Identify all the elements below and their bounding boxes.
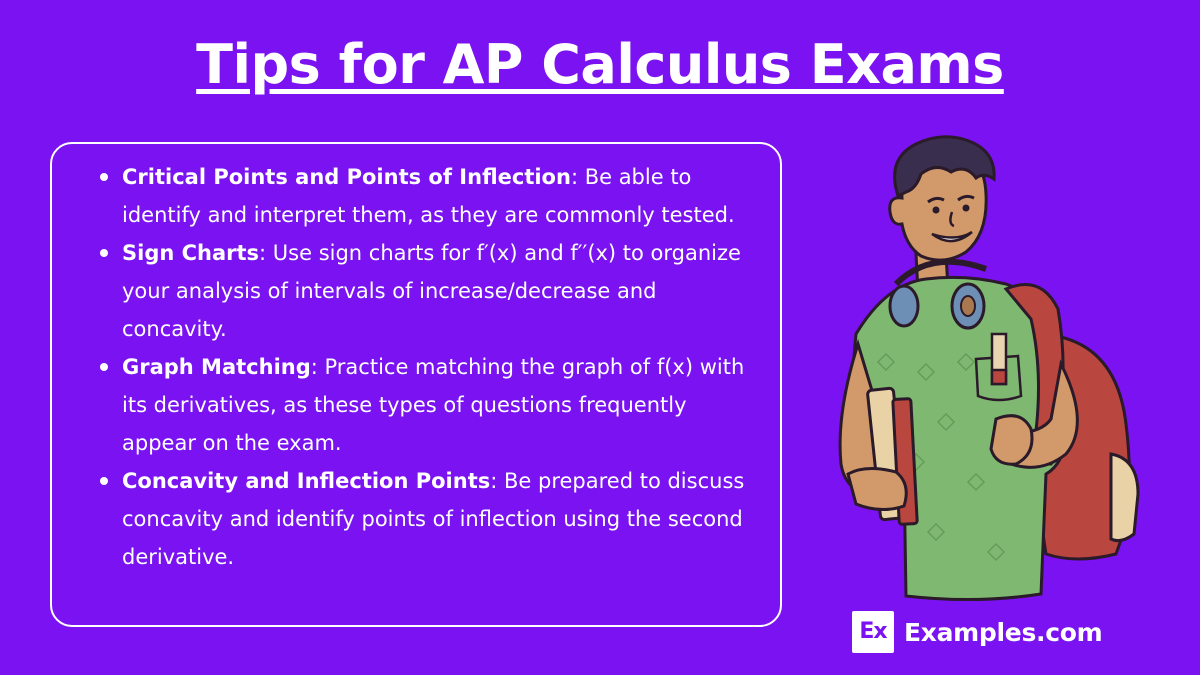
logo-mark: Ex xyxy=(852,611,894,653)
tip-text: : Be able to identify and interpret them, as they are commonly tested. xyxy=(122,165,735,227)
tip-heading: Critical Points and Points of Inflection xyxy=(122,165,571,189)
tips-card xyxy=(50,142,782,627)
tip-heading: Sign Charts xyxy=(122,241,260,265)
bullet-icon xyxy=(100,249,108,257)
bullet-icon xyxy=(100,477,108,485)
tips-list xyxy=(96,158,746,576)
bullet-icon xyxy=(100,173,108,181)
tip-heading: Graph Matching xyxy=(122,355,311,379)
tip-item xyxy=(96,158,746,234)
tip-heading: Concavity and Inflection Points xyxy=(122,469,491,493)
bullet-icon xyxy=(100,363,108,371)
tip-item xyxy=(96,234,746,348)
student-illustration xyxy=(826,134,1156,604)
tip-item xyxy=(96,348,746,462)
examples-logo[interactable] xyxy=(852,610,1102,654)
tip-item xyxy=(96,462,746,576)
logo-name: Examples.com xyxy=(904,617,1103,647)
tip-text: : Be prepared to discuss concavity and identify points of inflection using the second derivative. xyxy=(122,469,745,569)
page-title: Tips for AP Calculus Exams xyxy=(196,33,1004,96)
tip-text: : Practice matching the graph of f(x) with its derivatives, as these types of questions frequently appear on the exam. xyxy=(122,355,745,455)
tip-text: : Use sign charts for f′(x) and f′′(x) to organize your analysis of intervals of increase/decrease and concavity. xyxy=(122,241,741,341)
